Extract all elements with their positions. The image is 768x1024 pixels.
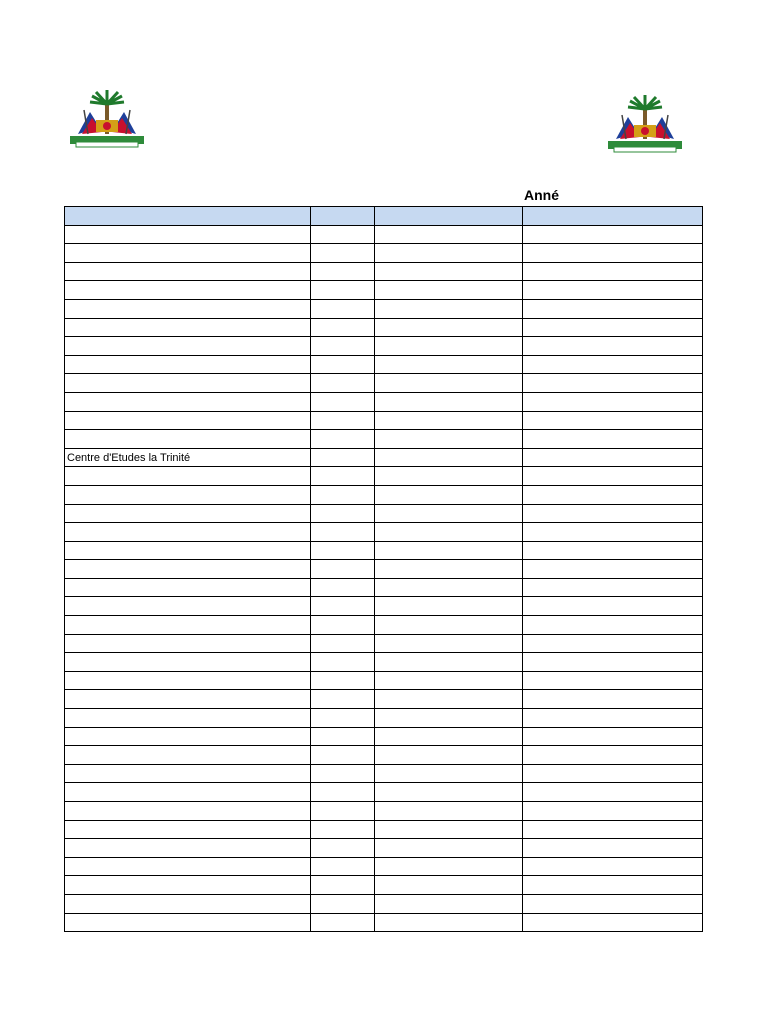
table-row <box>65 430 703 449</box>
table-cell <box>65 913 311 932</box>
table-header-cell <box>65 207 311 226</box>
table-cell <box>311 523 375 542</box>
table-cell <box>375 467 523 486</box>
table-cell <box>375 318 523 337</box>
table-row <box>65 783 703 802</box>
table-cell <box>65 690 311 709</box>
table-row <box>65 820 703 839</box>
table-cell <box>65 820 311 839</box>
table-cell <box>523 430 703 449</box>
table-cell <box>523 244 703 263</box>
table-row <box>65 318 703 337</box>
table-cell <box>65 541 311 560</box>
table-cell <box>65 504 311 523</box>
table-cell <box>65 746 311 765</box>
data-table <box>64 206 703 932</box>
table-cell <box>375 727 523 746</box>
table-cell <box>311 764 375 783</box>
table-cell <box>311 820 375 839</box>
table-cell <box>375 374 523 393</box>
table-cell <box>375 802 523 821</box>
table-row <box>65 411 703 430</box>
table-cell <box>523 634 703 653</box>
table-row <box>65 374 703 393</box>
table-cell <box>523 374 703 393</box>
table-cell <box>311 894 375 913</box>
table-cell <box>375 820 523 839</box>
table-cell <box>375 653 523 672</box>
table-row <box>65 746 703 765</box>
table-cell <box>311 560 375 579</box>
table-cell <box>311 857 375 876</box>
table-cell <box>375 430 523 449</box>
table-cell <box>65 634 311 653</box>
table-cell <box>311 467 375 486</box>
table-row <box>65 467 703 486</box>
table-header-cell <box>311 207 375 226</box>
table-cell <box>523 690 703 709</box>
table-row <box>65 727 703 746</box>
table-cell <box>65 709 311 728</box>
table-cell <box>65 560 311 579</box>
table-cell <box>65 523 311 542</box>
table-cell <box>375 690 523 709</box>
table-cell <box>311 411 375 430</box>
coat-of-arms-emblem-left <box>70 90 144 150</box>
table-cell <box>375 857 523 876</box>
table-header-row <box>65 207 703 226</box>
table-cell <box>523 504 703 523</box>
table-cell: Centre d'Etudes la Trinité <box>65 448 311 467</box>
table-cell <box>311 876 375 895</box>
table-cell <box>311 392 375 411</box>
table-cell <box>311 244 375 263</box>
table-cell <box>311 690 375 709</box>
table-header-cell <box>523 207 703 226</box>
table-cell <box>311 783 375 802</box>
table-cell <box>65 578 311 597</box>
table-cell <box>523 337 703 356</box>
table-cell <box>375 299 523 318</box>
table-cell <box>523 523 703 542</box>
table-cell <box>65 839 311 858</box>
table-row <box>65 281 703 300</box>
table-cell <box>375 783 523 802</box>
table-row <box>65 504 703 523</box>
table-row <box>65 262 703 281</box>
table-cell <box>65 281 311 300</box>
table-cell <box>65 225 311 244</box>
table-cell <box>65 337 311 356</box>
table-cell <box>523 764 703 783</box>
table-cell <box>375 281 523 300</box>
table-row <box>65 671 703 690</box>
table-cell <box>311 597 375 616</box>
table-cell <box>523 876 703 895</box>
table-cell <box>375 634 523 653</box>
table-cell <box>65 318 311 337</box>
table-cell <box>523 485 703 504</box>
table-cell <box>65 727 311 746</box>
table-row <box>65 653 703 672</box>
table-cell <box>523 653 703 672</box>
table-cell <box>65 374 311 393</box>
table-cell <box>375 616 523 635</box>
table-cell <box>523 225 703 244</box>
table-cell <box>375 578 523 597</box>
table-cell <box>65 262 311 281</box>
table-cell <box>523 839 703 858</box>
table-cell <box>375 523 523 542</box>
table-row <box>65 448 703 467</box>
table-cell <box>523 467 703 486</box>
table-row <box>65 894 703 913</box>
table-row <box>65 299 703 318</box>
table-cell <box>523 857 703 876</box>
table-cell <box>375 913 523 932</box>
table-cell <box>311 541 375 560</box>
table-cell <box>311 504 375 523</box>
table-cell <box>375 764 523 783</box>
table-cell <box>523 894 703 913</box>
table-cell <box>523 578 703 597</box>
table-cell <box>311 671 375 690</box>
table-cell <box>523 783 703 802</box>
coat-of-arms-icon <box>608 95 682 152</box>
table-cell <box>311 709 375 728</box>
table-cell <box>523 262 703 281</box>
table-row <box>65 876 703 895</box>
table-cell <box>523 560 703 579</box>
table-cell <box>311 727 375 746</box>
table-row <box>65 634 703 653</box>
table-cell <box>311 634 375 653</box>
table-row <box>65 709 703 728</box>
table-cell <box>523 448 703 467</box>
table-cell <box>65 802 311 821</box>
table-cell <box>375 894 523 913</box>
table-cell <box>65 485 311 504</box>
table-cell <box>375 485 523 504</box>
table-cell <box>375 355 523 374</box>
table-cell <box>65 430 311 449</box>
table-cell <box>65 783 311 802</box>
table-cell <box>375 504 523 523</box>
table-cell <box>311 802 375 821</box>
table-cell <box>65 392 311 411</box>
table-cell <box>375 411 523 430</box>
table-cell <box>65 616 311 635</box>
table-cell <box>65 411 311 430</box>
table-row <box>65 485 703 504</box>
table-row <box>65 541 703 560</box>
table-cell <box>375 560 523 579</box>
table-row <box>65 690 703 709</box>
table-row <box>65 857 703 876</box>
coat-of-arms-emblem-right <box>608 95 682 155</box>
table-cell <box>311 299 375 318</box>
table-header-cell <box>375 207 523 226</box>
table-cell <box>523 299 703 318</box>
table-cell <box>523 411 703 430</box>
table-cell <box>65 857 311 876</box>
table-cell <box>65 597 311 616</box>
table-cell <box>375 392 523 411</box>
coat-of-arms-icon <box>70 90 144 147</box>
table-cell <box>523 541 703 560</box>
table-cell <box>65 671 311 690</box>
table-cell <box>311 913 375 932</box>
table-cell <box>375 876 523 895</box>
table-cell <box>311 337 375 356</box>
table-row <box>65 560 703 579</box>
table-cell <box>311 653 375 672</box>
table-cell <box>65 876 311 895</box>
table-cell <box>311 430 375 449</box>
table-cell <box>65 355 311 374</box>
table-cell <box>311 578 375 597</box>
table-cell <box>523 318 703 337</box>
table-cell <box>65 894 311 913</box>
table-cell <box>523 709 703 728</box>
table-cell <box>311 839 375 858</box>
table-cell <box>375 337 523 356</box>
table-cell <box>375 746 523 765</box>
table-row <box>65 578 703 597</box>
table-row <box>65 913 703 932</box>
table-cell <box>65 467 311 486</box>
table-row <box>65 244 703 263</box>
table-row <box>65 337 703 356</box>
table-row <box>65 802 703 821</box>
table-cell <box>375 671 523 690</box>
table-cell <box>311 355 375 374</box>
table-cell <box>523 727 703 746</box>
table-cell <box>311 374 375 393</box>
table-cell <box>311 318 375 337</box>
table-cell <box>311 448 375 467</box>
year-heading: Anné <box>524 187 559 203</box>
table-row <box>65 597 703 616</box>
table-row <box>65 764 703 783</box>
table-cell <box>375 262 523 281</box>
table-cell <box>523 281 703 300</box>
table-cell <box>311 281 375 300</box>
table-cell <box>311 746 375 765</box>
table-cell <box>523 392 703 411</box>
table-cell <box>375 597 523 616</box>
table-cell <box>65 764 311 783</box>
table-cell <box>65 299 311 318</box>
table-cell <box>523 355 703 374</box>
table-cell <box>523 820 703 839</box>
table-row <box>65 839 703 858</box>
table-cell <box>65 244 311 263</box>
table-cell <box>523 671 703 690</box>
table-cell <box>375 709 523 728</box>
table-cell <box>65 653 311 672</box>
table-cell <box>311 485 375 504</box>
table-cell <box>375 541 523 560</box>
table-cell <box>311 262 375 281</box>
table-cell <box>523 802 703 821</box>
table-cell <box>375 839 523 858</box>
table-row <box>65 616 703 635</box>
table-cell <box>523 616 703 635</box>
table-cell <box>375 448 523 467</box>
table-row <box>65 523 703 542</box>
table-cell <box>523 597 703 616</box>
table-row <box>65 392 703 411</box>
table-cell <box>311 225 375 244</box>
table-cell <box>523 913 703 932</box>
table-cell <box>311 616 375 635</box>
table-row <box>65 355 703 374</box>
table-row <box>65 225 703 244</box>
table-cell <box>375 244 523 263</box>
table-cell <box>523 746 703 765</box>
table-cell <box>375 225 523 244</box>
